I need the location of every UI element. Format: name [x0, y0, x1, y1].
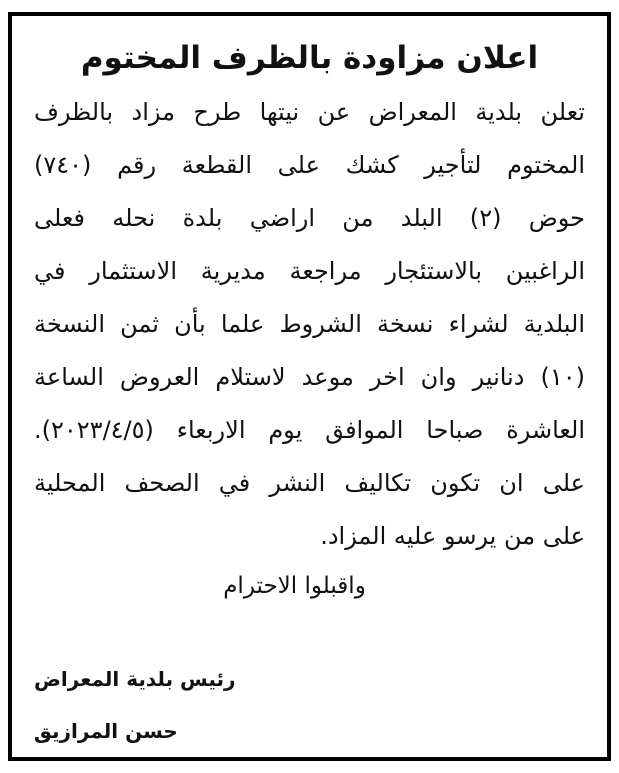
notice-line: المختوم لتأجير كشك على القطعة رقم (٧٤٠): [34, 151, 585, 179]
signature-title: رئيس بلدية المعراض: [34, 667, 236, 691]
notice-frame: [8, 12, 611, 761]
notice-line: الراغبين بالاستئجار مراجعة مديرية الاستثمار في: [34, 257, 585, 285]
notice-line: حوض (٢) البلد من اراضي بلدة نحله فعلى: [34, 204, 585, 232]
closing-phrase: واقبلوا الاحترام: [223, 573, 366, 599]
notice-line: البلدية لشراء نسخة الشروط علما بأن ثمن النسخة: [34, 310, 585, 338]
notice-body: [34, 86, 585, 563]
notice-line: على من يرسو عليه المزاد.: [320, 522, 585, 550]
notice-line: تعلن بلدية المعراض عن نيتها طرح مزاد بالظرف: [34, 98, 585, 126]
notice-title: اعلان مزاودة بالظرف المختوم: [80, 40, 539, 76]
notice-line: (١٠) دنانير وان اخر موعد لاستلام العروض الساعة: [34, 363, 585, 391]
signature-name: حسن المرازيق: [34, 719, 178, 743]
notice-line: العاشرة صباحا الموافق يوم الاربعاء (٢٠٢٣/٤/٥).: [34, 416, 585, 444]
notice-line: على ان تكون تكاليف النشر في الصحف المحلية: [34, 469, 585, 497]
